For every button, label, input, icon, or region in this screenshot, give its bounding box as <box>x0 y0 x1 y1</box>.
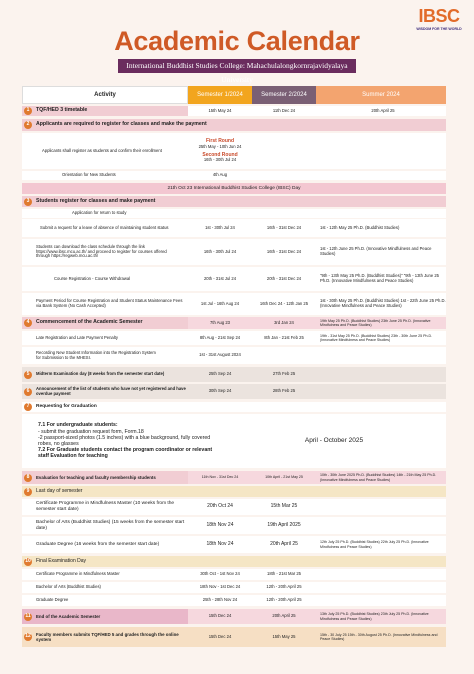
semester-2-date: 16th - 31st Dec 24 <box>266 224 302 230</box>
summer-date: 15th - 30 July 25 15th - 30th August 25 Ph.D. (Innovative Mindfulness and Peace Studies) <box>320 632 438 641</box>
activity-label: Orientation for New Students <box>62 172 116 178</box>
summer-date: "9th - 13th May 25 Ph.D. (Buddhist Studies)" "9th - 13th June 25 Ph.D. (Innovative Mindfulness and Peace Studies) <box>320 273 439 283</box>
semester-2-date: 12th - 20th April 25 <box>266 597 302 603</box>
activity-label: Faculty members submits TQF/HED 5 and grades through the online system <box>36 631 179 642</box>
semester-1-date: 18th Nov 24 <box>206 521 234 528</box>
semester-1-date: 11th Nov - 31st Dec 24 <box>188 471 252 484</box>
table-row <box>22 219 446 237</box>
summer-date: 13th July 25 Ph.D. (Buddhist Studies) 23th July 25 Ph.D. (Innovative Mindfulness and Peace Studies) <box>316 609 446 624</box>
table-row <box>22 556 446 567</box>
activity-label: End of the Academic Semester <box>36 613 101 619</box>
semester-1-date: 30th Oct - 1st Nov 24 <box>200 571 240 577</box>
activity-label: Certificate Programme in Mindfulness Master <box>36 571 120 577</box>
row-number: 3 <box>24 198 32 206</box>
activity-label: Requesting for Graduation <box>36 404 97 410</box>
semester-1-date: 1st - 30th Jul 24 <box>205 224 235 230</box>
semester-1-rounds <box>188 133 252 169</box>
table-row <box>22 239 446 265</box>
semester-1-date: 1st - 31st August 2024 <box>199 352 241 358</box>
summer-date: 19th May 25 Ph.D. (Buddhist Studies) 23th June 25 Ph.D. (Innovative Mindfulness and Peace Studies) <box>316 317 446 329</box>
semester-2-date: 20th - 31st Dec 24 <box>266 275 302 281</box>
header-activity: Activity <box>22 86 188 104</box>
ibsc-day-banner: 21th Oct 23 International Buddhist Studies College (IBSC) Day <box>22 183 446 194</box>
table-row <box>22 536 446 553</box>
activity-label: Recording New Student Information into the Registration System for Submission to the MHESI. <box>36 349 156 360</box>
activity-label: Course Registration - Course Withdrawal <box>54 275 131 281</box>
graduation-requirements <box>22 414 222 468</box>
summer-date: 1st - 12th May 25 Ph.D. (Buddhist Studies) <box>320 224 400 230</box>
semester-1-date: 25th Sep 24 <box>208 371 232 377</box>
table-row <box>22 517 446 534</box>
activity-label: Students register for classes and make payment <box>36 197 156 204</box>
activity-label: Commencement of the Academic Semester <box>36 319 143 326</box>
semester-2-date: 8th Jan - 21st Feb 25 <box>264 334 304 340</box>
summer-date: 1st - 12th June 25 Ph.D. (Innovative Mindfulness and Peace Studies) <box>320 246 432 256</box>
row-number: 7 <box>24 403 32 411</box>
table-row <box>22 384 446 399</box>
table-row <box>22 171 446 180</box>
header-summer: Summer 2024 <box>316 86 446 104</box>
table-row <box>22 471 446 484</box>
activity-label: Final Examination Day <box>36 557 87 564</box>
semester-2-date: 10th April - 21st May 25 <box>252 471 316 484</box>
activity-label: Announcement of the list of students who have not yet registered and have overdue payment <box>36 385 186 396</box>
semester-2-date: 16th - 31st Dec 24 <box>266 248 302 254</box>
table-row <box>22 317 446 329</box>
table-row <box>22 595 446 606</box>
semester-1-date: 18th Nov - 1st Dec 24 <box>199 584 241 590</box>
row-number: 11 <box>25 612 31 619</box>
table-row <box>22 414 446 468</box>
table-row <box>22 499 446 515</box>
row-number: 1 <box>24 107 32 115</box>
calendar-table <box>22 86 446 642</box>
semester-1-date: 20th Oct 24 <box>207 503 233 510</box>
table-row <box>22 367 446 382</box>
row-number: 12 <box>25 633 31 640</box>
first-round-label: First Round <box>205 137 235 144</box>
logo-tagline: WISDOM FOR THE WORLD <box>416 27 462 31</box>
requirement-form: - submit the graduation request form, Form.18 <box>38 428 144 435</box>
semester-2-date: 15th Mar 25 <box>270 503 298 510</box>
header-semester-1: Semester 1/2024 <box>188 86 252 104</box>
activity-label: Certificate Programme in Mindfulness Master (10 weeks from the semester start date) <box>36 501 175 512</box>
semester-1-date: 25th - 28th Nov 24 <box>202 597 238 603</box>
activity-label: Evaluation for teaching and faculty membership students <box>36 474 156 480</box>
table-header <box>22 86 446 104</box>
table-row <box>22 209 446 218</box>
semester-1-date: 30th Sep 24 <box>208 388 232 394</box>
activity-label: Midterm Examination day (8 weeks from the semester start date) <box>36 371 165 377</box>
summer-date: 19th - 31st May 25 Ph.D. (Buddhist Studies) 23th - 30th June 25 Ph.D. (Innovative Mindfulness and Peace Studies) <box>320 333 433 342</box>
activity-label: Last day of semester <box>36 487 83 494</box>
summer-date: 12th July 25 Ph.D. (Buddhist Studies) 22th July 25 Ph.D. (Innovative Mindfulness and Peace Studies) <box>320 540 429 549</box>
semester-2-date: 18th - 21st Mar 25 <box>267 571 301 577</box>
row-number: 4 <box>24 319 32 327</box>
activity-label: Graduate Degree (16 weeks from the semester start date) <box>36 541 160 547</box>
second-round-date: 16th - 30th Jul 24 <box>203 157 237 163</box>
semester-2-date: 27th Feb 25 <box>272 371 296 377</box>
table-row <box>22 293 446 315</box>
activity-label: Graduate Degree <box>36 597 69 603</box>
semester-1-date: 20th - 31st Jul 24 <box>203 275 237 281</box>
table-row <box>22 486 446 497</box>
table-row <box>22 119 446 131</box>
table-row <box>22 402 446 412</box>
table-row <box>22 347 446 364</box>
row-number: 2 <box>24 121 32 129</box>
requirement-photos: -2 passport-sized photos (1.5 inches) with a blue background, fully covered robes, no glasses <box>38 434 211 447</box>
table-row <box>22 331 446 345</box>
semester-1-date: 18th Nov 24 <box>206 540 234 547</box>
activity-label: Applicants are required to register for classes and make the payment <box>36 121 207 128</box>
table-row <box>22 569 446 580</box>
semester-2-date: 15th May 25 <box>272 633 296 639</box>
semester-2-date: 28th Feb 25 <box>272 388 296 394</box>
graduation-period: April - October 2025 <box>304 437 364 445</box>
semester-1-date: 1st Jul - 16th Aug 24 <box>200 300 240 306</box>
row-number: 9 <box>24 488 32 496</box>
activity-label: Students can download the class schedule through the link https://www.ibsc.mcu.ac.th/ and proceed to register for courses offered through https://regweb.mcu.ac.th/ <box>36 243 167 259</box>
logo-mark: IBSC <box>418 6 460 26</box>
table-row <box>22 609 446 624</box>
activity-label: Payment Period for Course Registration and Student Status Maintenance Fees via Bank System (No Cash Accepted) <box>36 298 183 308</box>
semester-2-date: 16th Dec 24 - 12th Jan 25 <box>259 300 309 306</box>
header-semester-2: Semester 2/2024 <box>252 86 316 104</box>
semester-1-date: 15th Dec 24 <box>208 633 232 639</box>
summer-date: 10th - 30th June 2025 Ph.D. (Buddhist Studies) 14th - 21th May 25 Ph.D. (Innovative Mindfulness and Peace Studies) <box>316 471 446 484</box>
semester-2-date: 3rd Jan 24 <box>252 317 316 329</box>
row-number: 5 <box>24 371 32 379</box>
semester-2-date: 20th April 25 <box>270 540 298 547</box>
semester-2-date: 12th - 20th April 25 <box>266 584 302 590</box>
activity-label: Application for return to study <box>72 210 127 216</box>
activity-label: Bachelor of Arts (Buddhist Studies) (15 weeks from the semester start date) <box>36 519 185 531</box>
semester-1-date: 15th May 24 <box>188 106 252 116</box>
graduate-instructions: 7.2 For Graduate students contact the program coordinator or relevant staff Evaluation for teaching <box>38 447 213 460</box>
second-round-label: Second Round <box>202 151 238 158</box>
row-number: 10 <box>25 557 31 564</box>
semester-1-date: 7th Aug 23 <box>188 317 252 329</box>
activity-label: Submit a request for a leave of absence of maintaining student status <box>40 224 169 230</box>
row-number: 8 <box>24 474 32 482</box>
table-row <box>22 582 446 593</box>
table-row <box>22 627 446 647</box>
table-row <box>22 267 446 291</box>
activity-label: Late Registration and Late Payment Penalty <box>36 334 118 340</box>
first-round-date: 25th May - 10th Jun 24 <box>198 143 242 149</box>
activity-label: TQF/HED 3 timetable <box>36 107 88 114</box>
semester-1-date: 4th Aug <box>212 172 228 178</box>
semester-1-date: 15th Dec 24 <box>188 609 252 624</box>
semester-2-date: 20th April 25 <box>252 609 316 624</box>
table-row <box>22 133 446 169</box>
row-number: 6 <box>24 388 32 396</box>
summer-date: 1st - 30th May 25 Ph.D. (Buddhist Studies) 1st - 22th June 25 Ph.D. (Innovative Mindfulness and Peace Studies) <box>320 298 446 308</box>
undergraduate-heading: 7.1 For undergraduate students: <box>38 422 118 429</box>
semester-1-date: 8th Aug - 21st Sep 24 <box>199 334 241 340</box>
page-subtitle: International Buddhist Studies College: Mahachulalongkornrajavidyalaya University <box>118 59 356 73</box>
table-row <box>22 196 446 207</box>
semester-2-date: 19th April 2025 <box>267 521 301 528</box>
semester-2-date: 11th Dec 24 <box>252 106 316 116</box>
activity-label: Applicants shall register as students and confirm their enrollment <box>42 147 162 153</box>
page-title: Academic Calendar <box>114 26 360 56</box>
activity-label: Bachelor of Arts (Buddhist Studies) <box>36 584 101 590</box>
table-row <box>22 106 446 116</box>
summer-date: 20th April 25 <box>316 106 446 116</box>
semester-1-date: 16th - 30th Jul 24 <box>203 248 237 254</box>
